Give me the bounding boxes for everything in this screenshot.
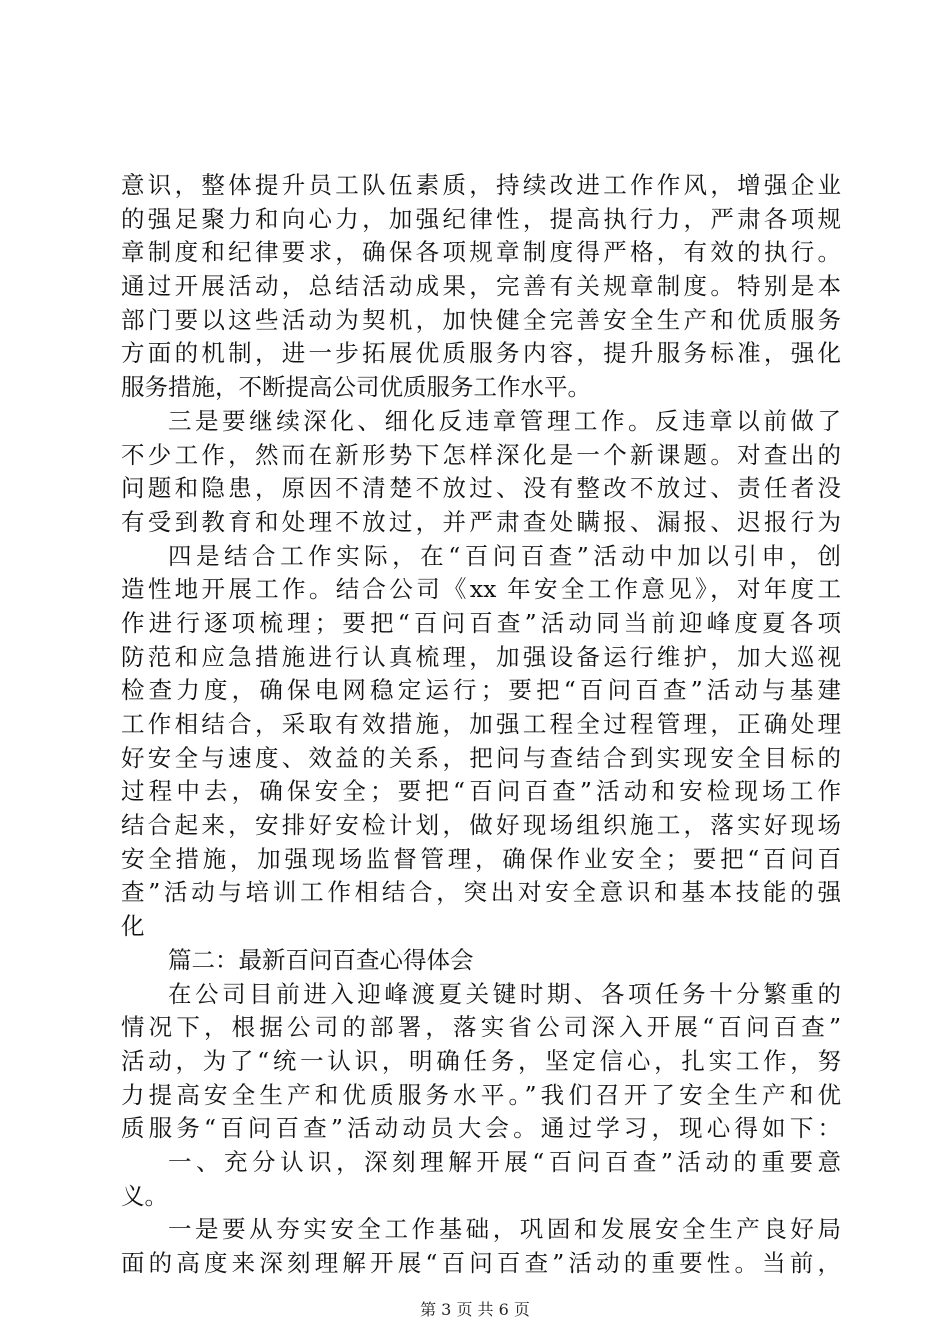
text-line: 活动，为了“统一认识，明确任务，坚定信心，扎实工作，努 [121, 1046, 841, 1075]
text-line: 服务措施，不断提高公司优质服务工作水平。 [121, 373, 591, 402]
text-line: 四是结合工作实际，在“百问百查”活动中加以引申，创 [168, 541, 841, 570]
text-line: 一是要从夯实安全工作基础，巩固和发展安全生产良好局 [168, 1215, 841, 1244]
text-line: 三是要继续深化、细化反违章管理工作。反违章以前做了 [168, 406, 841, 435]
page-footer: 第 3 页 共 6 页 [420, 1300, 530, 1319]
text-line: 一、充分认识，深刻理解开展“百问百查”活动的重要意 [168, 1147, 841, 1176]
text-line: 过程中去，确保安全；要把“百问百查”活动和安检现场工作 [121, 777, 841, 806]
text-line: 质服务“百问百查”活动动员大会。通过学习，现心得如下： [121, 1114, 841, 1143]
text-line: 部门要以这些活动为契机，加快健全完善安全生产和优质服务 [121, 305, 841, 334]
text-line: 的强足聚力和向心力，加强纪律性，提高执行力，严肃各项规 [121, 204, 841, 233]
text-line: 问题和隐患，原因不清楚不放过、没有整改不放过、责任者没 [121, 474, 841, 503]
text-line: 有受到教育和处理不放过，并严肃查处瞒报、漏报、迟报行为 [121, 507, 841, 536]
document-body [121, 169, 841, 1281]
text-line: 面的高度来深刻理解开展“百问百查”活动的重要性。当前， [121, 1249, 841, 1277]
text-line: 查”活动与培训工作相结合，突出对安全意识和基本技能的强 [121, 878, 841, 907]
text-line: 化 [121, 912, 145, 941]
text-line: 义。 [121, 1181, 168, 1210]
text-line: 通过开展活动，总结活动成果，完善有关规章制度。特别是本 [121, 272, 841, 301]
text-line: 在公司目前进入迎峰渡夏关键时期、各项任务十分繁重的 [168, 979, 841, 1008]
text-line: 力提高安全生产和优质服务水平。”我们召开了安全生产和优 [121, 1080, 841, 1109]
text-line: 造性地开展工作。结合公司《xx 年安全工作意见》，对年度工 [121, 575, 841, 604]
text-line: 防范和应急措施进行认真梳理，加强设备运行维护，加大巡视 [121, 642, 841, 671]
text-line: 情况下，根据公司的部署，落实省公司深入开展“百问百查” [121, 1013, 841, 1042]
text-line: 意识，整体提升员工队伍素质，持续改进工作作风，增强企业 [121, 171, 841, 199]
text-line: 方面的机制，进一步拓展优质服务内容，提升服务标准，强化 [121, 339, 841, 368]
text-line: 作进行逐项梳理；要把“百问百查”活动同当前迎峰度夏各项 [121, 608, 841, 637]
text-line: 篇二：最新百问百查心得体会 [168, 945, 474, 974]
text-line: 安全措施，加强现场监督管理，确保作业安全；要把“百问百 [121, 844, 841, 873]
text-line: 结合起来，安排好安检计划，做好现场组织施工，落实好现场 [121, 811, 841, 840]
text-line: 好安全与速度、效益的关系，把问与查结合到实现安全目标的 [121, 743, 841, 772]
text-line: 检查力度，确保电网稳定运行；要把“百问百查”活动与基建 [121, 676, 841, 705]
text-line: 工作相结合，采取有效措施，加强工程全过程管理，正确处理 [121, 710, 841, 738]
text-line: 不少工作，然而在新形势下怎样深化是一个新课题。对查出的 [121, 440, 841, 469]
text-line: 章制度和纪律要求，确保各项规章制度得严格，有效的执行。 [121, 238, 841, 267]
